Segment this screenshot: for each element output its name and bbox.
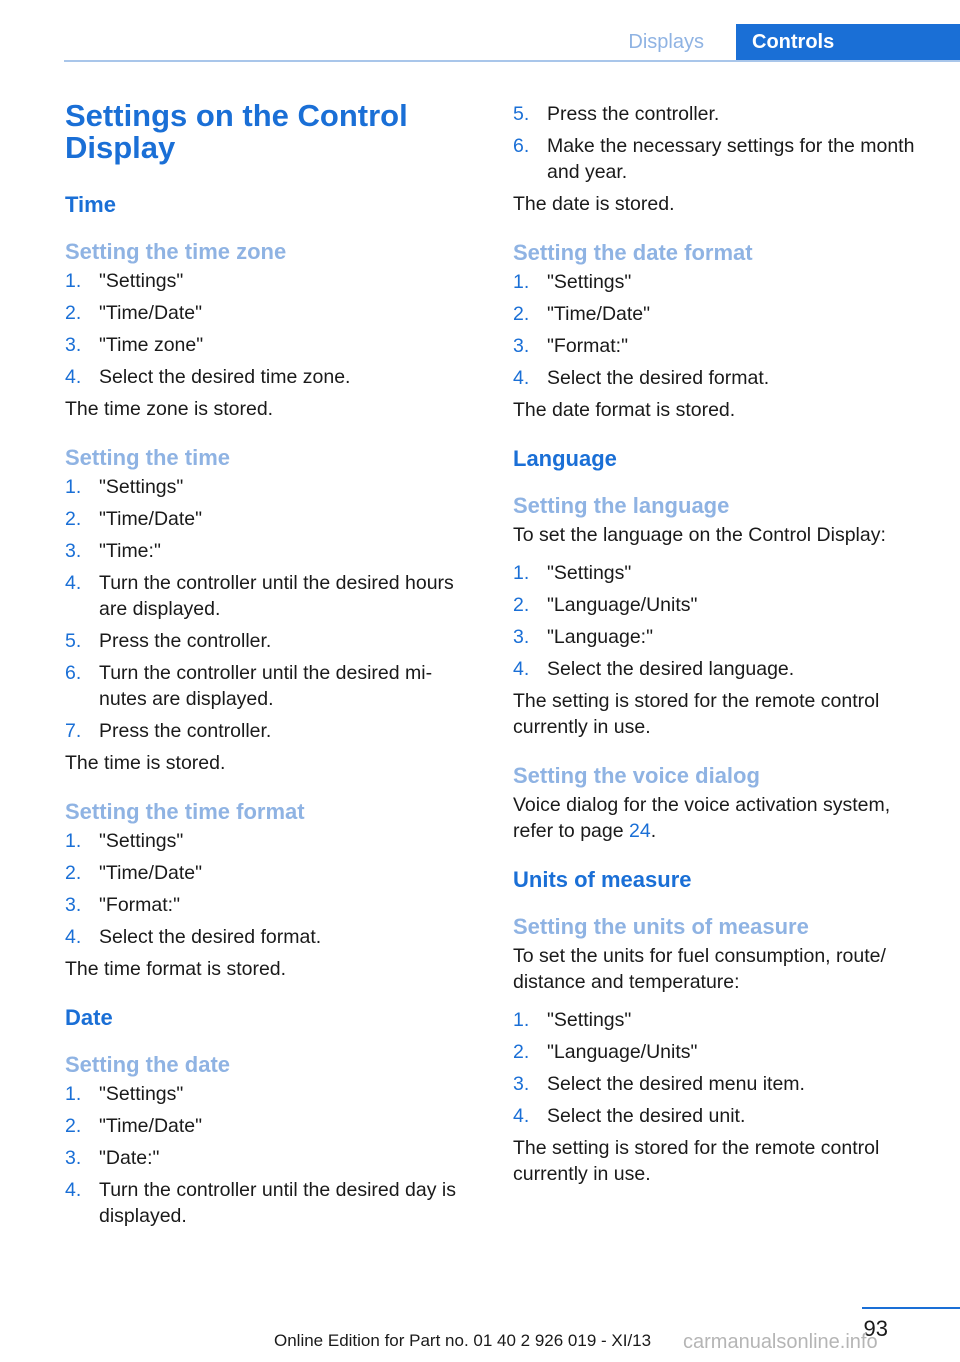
list-item <box>65 1145 475 1171</box>
list-item <box>65 570 475 622</box>
intro-text: To set the units for fuel consumption, route/ distance and temperature: <box>513 945 886 993</box>
step-text: "Time/Date" <box>99 508 203 530</box>
subheading-date-format: Setting the date format <box>513 240 753 265</box>
step-number: 1. <box>513 562 530 584</box>
step-text: "Time/Date" <box>99 1115 203 1137</box>
step-number: 4. <box>513 658 530 680</box>
section-units <box>513 912 933 1187</box>
list-item <box>513 133 933 185</box>
steps-list <box>65 1081 475 1229</box>
tab-displays[interactable]: Displays <box>628 31 704 53</box>
step-number: 1. <box>65 830 82 852</box>
step-text: "Format:" <box>547 335 629 357</box>
step-number: 7. <box>65 720 82 742</box>
list-item <box>65 924 475 950</box>
section-date <box>65 1050 475 1229</box>
step-text: Select the desired unit. <box>547 1105 746 1127</box>
list-item <box>513 365 933 391</box>
step-text: "Time/Date" <box>547 303 651 325</box>
step-number: 3. <box>513 1073 530 1095</box>
step-number: 3. <box>513 335 530 357</box>
step-number: 2. <box>513 303 530 325</box>
list-item <box>65 300 475 326</box>
step-number: 1. <box>513 1009 530 1031</box>
subheading-time-zone: Setting the time zone <box>65 239 287 264</box>
subheading-time: Setting the time <box>65 445 231 470</box>
result-note: The date format is stored. <box>513 399 736 421</box>
step-number: 2. <box>513 594 530 616</box>
list-item <box>513 592 933 618</box>
subheading-date: Setting the date <box>65 1052 231 1077</box>
list-item <box>65 364 475 390</box>
list-item <box>65 628 475 654</box>
step-number: 2. <box>513 1041 530 1063</box>
heading-date: Date <box>65 1005 113 1030</box>
voice-text: Voice dialog for the voice activation system, refer to page <box>513 794 891 842</box>
step-text: Press the controller. <box>547 103 720 125</box>
step-text: Turn the controller until the desired day is displayed. <box>99 1179 456 1227</box>
step-number: 4. <box>513 367 530 389</box>
step-number: 1. <box>65 476 82 498</box>
page-header <box>0 24 960 62</box>
heading-language: Language <box>513 446 617 471</box>
list-item <box>513 1039 933 1065</box>
subheading-voice-dialog: Setting the voice dialog <box>513 763 760 788</box>
step-text: Select the desired menu item. <box>547 1073 805 1095</box>
step-text: "Settings" <box>99 1083 184 1105</box>
list-item <box>513 1007 933 1033</box>
section-time-zone <box>65 237 475 422</box>
list-item <box>513 301 933 327</box>
step-number: 6. <box>65 662 82 684</box>
step-number: 3. <box>65 540 82 562</box>
header-divider <box>64 60 960 62</box>
heading-time: Time <box>65 192 116 217</box>
voice-text-end: . <box>650 820 657 842</box>
list-item <box>65 860 475 886</box>
list-item <box>65 1081 475 1107</box>
step-number: 1. <box>65 1083 82 1105</box>
tab-controls[interactable]: Controls <box>736 24 960 60</box>
page-title: Settings on the Control Display <box>65 98 408 165</box>
steps-list <box>65 474 475 744</box>
step-number: 1. <box>513 271 530 293</box>
step-text: Select the desired language. <box>547 658 795 680</box>
step-number: 4. <box>513 1105 530 1127</box>
step-number: 2. <box>65 508 82 530</box>
heading-units: Units of measure <box>513 867 692 892</box>
step-number: 4. <box>65 926 82 948</box>
step-text: Make the necessary settings for the month and year. <box>547 135 915 183</box>
section-date-continued <box>513 101 933 217</box>
footer-divider <box>862 1307 960 1309</box>
step-number: 3. <box>65 1147 82 1169</box>
step-text: Select the desired format. <box>547 367 770 389</box>
left-column <box>65 100 475 1250</box>
steps-list <box>513 1007 933 1129</box>
list-item <box>65 474 475 500</box>
result-note: The time zone is stored. <box>65 398 274 420</box>
list-item <box>65 268 475 294</box>
list-item <box>513 656 933 682</box>
section-time <box>65 443 475 776</box>
right-column <box>513 101 933 1208</box>
list-item <box>513 1071 933 1097</box>
step-number: 2. <box>65 1115 82 1137</box>
page-link[interactable]: 24 <box>629 820 651 842</box>
step-text: "Settings" <box>99 476 184 498</box>
list-item <box>513 560 933 586</box>
steps-list <box>513 101 933 185</box>
step-number: 5. <box>65 630 82 652</box>
step-text: "Settings" <box>99 830 184 852</box>
step-text: "Time zone" <box>99 334 204 356</box>
list-item <box>65 1113 475 1139</box>
step-number: 3. <box>513 626 530 648</box>
step-text: Turn the controller until the desired hours are displayed. <box>99 572 454 620</box>
step-number: 4. <box>65 366 82 388</box>
step-text: "Time/Date" <box>99 302 203 324</box>
step-text: "Language/Units" <box>547 1041 698 1063</box>
section-voice-dialog <box>513 761 933 844</box>
subheading-units: Setting the units of measure <box>513 914 809 939</box>
step-text: "Language/Units" <box>547 594 698 616</box>
step-number: 3. <box>65 334 82 356</box>
watermark: carmanualsonline.info <box>683 1331 878 1353</box>
section-time-format <box>65 797 475 982</box>
result-note: The setting is stored for the remote control currently in use. <box>513 690 880 738</box>
step-text: "Language:" <box>547 626 654 648</box>
list-item <box>65 506 475 532</box>
list-item <box>65 828 475 854</box>
result-note: The setting is stored for the remote control currently in use. <box>513 1137 880 1185</box>
subheading-language: Setting the language <box>513 493 730 518</box>
step-number: 2. <box>65 862 82 884</box>
list-item <box>513 101 933 127</box>
steps-list <box>65 268 475 390</box>
list-item <box>65 718 475 744</box>
intro-text: To set the language on the Control Display: <box>513 524 886 546</box>
steps-list <box>513 269 933 391</box>
step-number: 5. <box>513 103 530 125</box>
step-text: "Settings" <box>547 562 632 584</box>
step-number: 6. <box>513 135 530 157</box>
step-number: 1. <box>65 270 82 292</box>
step-text: "Settings" <box>547 271 632 293</box>
list-item <box>513 1103 933 1129</box>
list-item <box>513 269 933 295</box>
list-item <box>65 1177 475 1229</box>
step-text: Select the desired time zone. <box>99 366 351 388</box>
step-text: "Format:" <box>99 894 181 916</box>
step-number: 3. <box>65 894 82 916</box>
step-text: Turn the controller until the desired mi‐nutes are displayed. <box>99 662 433 710</box>
list-item <box>65 538 475 564</box>
result-note: The date is stored. <box>513 193 675 215</box>
step-text: "Time/Date" <box>99 862 203 884</box>
step-text: "Settings" <box>547 1009 632 1031</box>
page-number: 93 <box>863 1316 888 1341</box>
list-item <box>65 892 475 918</box>
steps-list <box>513 560 933 682</box>
step-text: "Settings" <box>99 270 184 292</box>
step-text: "Time:" <box>99 540 161 562</box>
step-text: Select the desired format. <box>99 926 322 948</box>
list-item <box>65 332 475 358</box>
step-number: 2. <box>65 302 82 324</box>
section-language <box>513 491 933 740</box>
list-item <box>65 660 475 712</box>
list-item <box>513 624 933 650</box>
voice-dialog-text <box>513 792 933 844</box>
step-text: Press the controller. <box>99 720 272 742</box>
step-number: 4. <box>65 1179 82 1201</box>
steps-list <box>65 828 475 950</box>
subheading-time-format: Setting the time format <box>65 799 305 824</box>
edition-text: Online Edition for Part no. 01 40 2 926 019 - XI/13 <box>274 1331 652 1350</box>
step-text: "Date:" <box>99 1147 160 1169</box>
section-date-format <box>513 238 933 423</box>
list-item <box>513 333 933 359</box>
step-number: 4. <box>65 572 82 594</box>
result-note: The time format is stored. <box>65 958 287 980</box>
result-note: The time is stored. <box>65 752 226 774</box>
step-text: Press the controller. <box>99 630 272 652</box>
